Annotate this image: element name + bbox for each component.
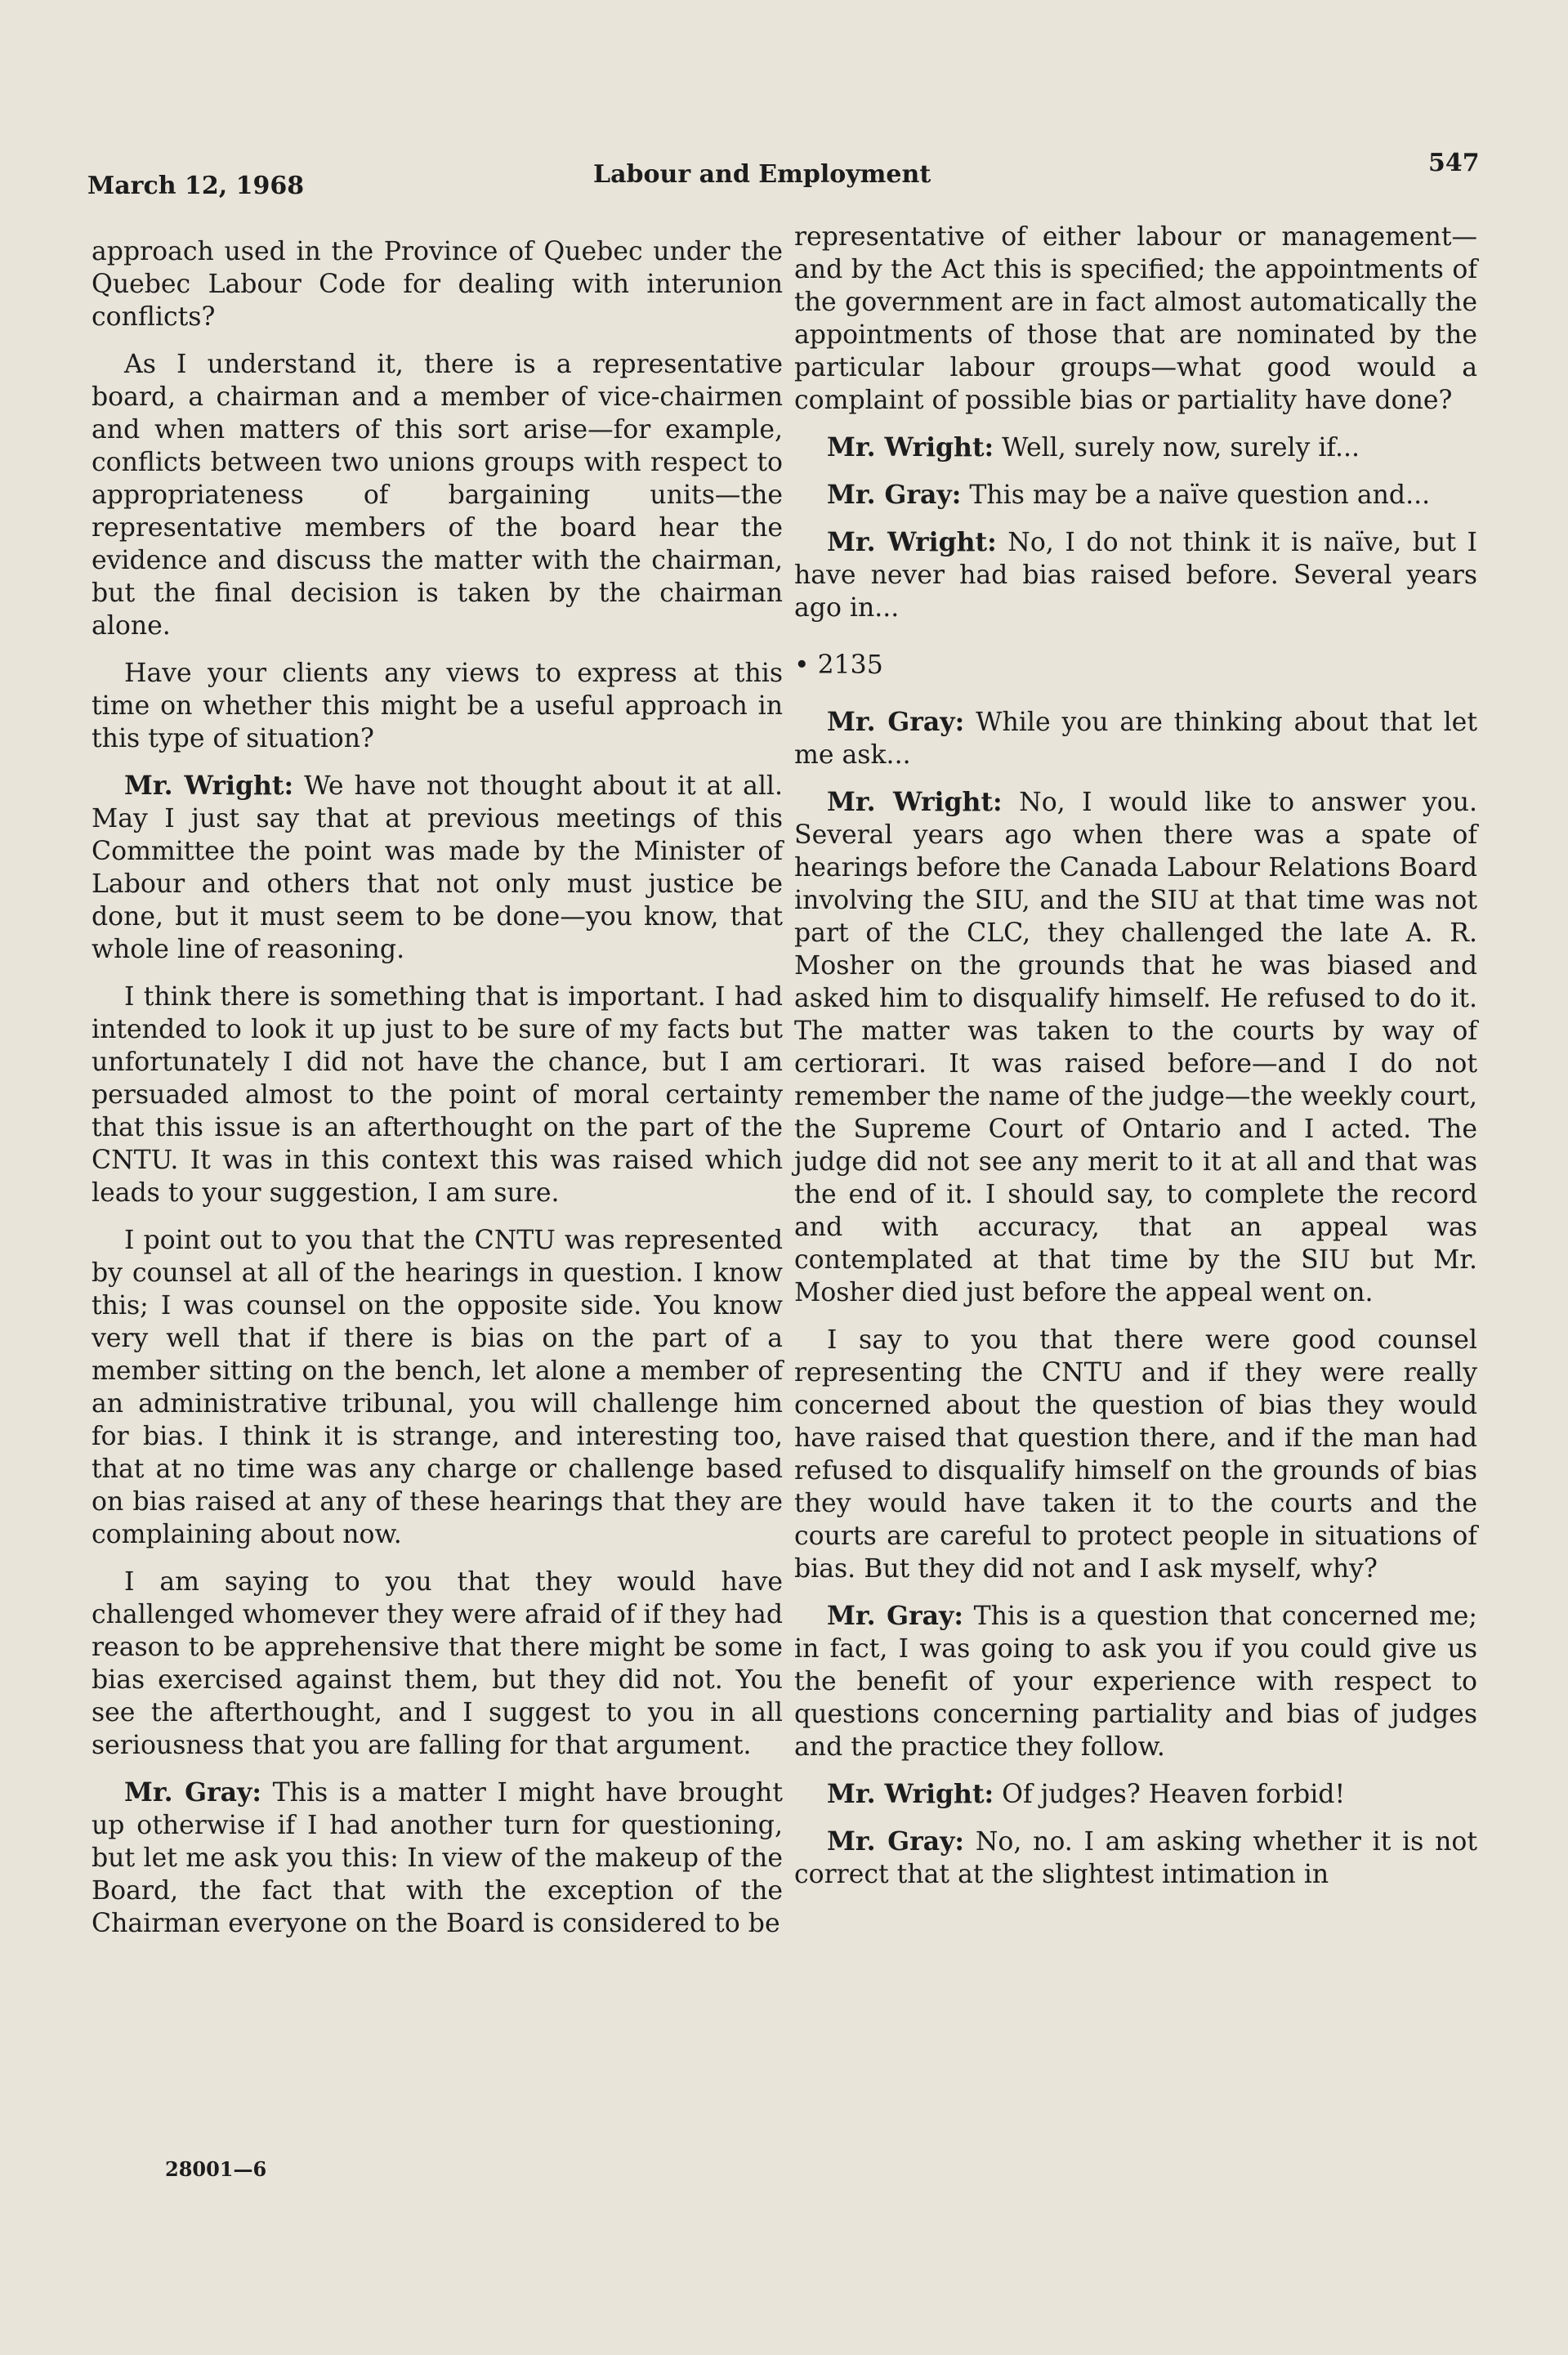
left-column: [92, 235, 783, 1955]
speaker-name: Mr. Gray:: [124, 1777, 261, 1808]
paragraph-text: No, I do not think it is naïve, but I have never had bias raised before. Several years ago in...: [794, 528, 1477, 623]
paragraph: [794, 479, 1477, 512]
paragraph: [794, 706, 1477, 771]
paragraph-text: This may be a naïve question and...: [969, 480, 1431, 510]
paragraph: [92, 235, 783, 333]
paragraph-text: While you are thinking about that let me ask...: [794, 708, 1477, 770]
paragraph: [92, 1776, 783, 1940]
speaker-name: Mr. Wright:: [827, 1779, 994, 1809]
paragraph: [794, 1825, 1477, 1891]
paragraph-text: Of judges? Heaven forbid!: [1002, 1780, 1346, 1809]
speaker-name: Mr. Wright:: [827, 527, 997, 557]
header-date: March 12, 1968: [87, 172, 305, 200]
paragraph-text: No, no. I am asking whether it is not correct that at the slightest intimation in: [794, 1827, 1477, 1889]
right-column-bottom: [794, 706, 1477, 1891]
speaker-name: Mr. Wright:: [124, 771, 294, 801]
header-title: Labour and Employment: [593, 160, 931, 189]
time-marker: • 2135: [794, 650, 883, 680]
paragraph: [794, 1778, 1477, 1811]
paragraph: [92, 657, 783, 755]
paragraph-text: This is a question that concerned me; in fact, I was going to ask you if you could give us the benefit of your experience with respect to questions concerning partiality and bias of judges and the practice they follow.: [794, 1602, 1478, 1762]
paragraph: [794, 221, 1477, 417]
paragraph: [92, 1224, 783, 1551]
paragraph: [92, 1566, 783, 1762]
paragraph-text: I think there is something that is important. I had intended to look it up just to be sure of my facts but unfortunately I did not have the chance, but I am persuaded almost to the point of moral certainty that this issue is an afterthought on the part of the CNTU. It was in this context this was raised which leads to your suggestion, I am sure.: [92, 982, 783, 1208]
speaker-name: Mr. Wright:: [827, 432, 994, 463]
paragraph-text: representative of either labour or management—and by the Act this is specified; the appointments of the government are in fact almost automatically the appointments of those that are nominated by the particular labour groups—what good would a complaint of possible bias or partiality have done?: [794, 222, 1477, 415]
paragraph: [794, 526, 1477, 624]
paragraph-text: No, I would like to answer you. Several years ago when there was a spate of hearings before the Canada Labour Relations Board involving the SIU, and the SIU at that time was not part of the CLC, they challenged the late A. R. Mosher on the grounds that he was biased and asked him to disqualify himself. He refused to do it. The matter was taken to the courts by way of certiorari. It was raised before—and I do not remember the name of the judge—the weekly court, the Supreme Court of Ontario and I acted. The judge did not see any merit to it at all and that was the end of it. I should say, to complete the record and with accuracy, that an appeal was contemplated at that time by the SIU but Mr. Mosher died just before the appeal went on.: [794, 788, 1477, 1307]
paragraph-text: I am saying to you that they would have challenged whomever they were afraid of if they had reason to be apprehensive that there might be some bias exercised against them, but they did not. You see the afterthought, and I suggest to you in all seriousness that you are falling for that argument.: [92, 1567, 783, 1760]
paragraph-text: Well, surely now, surely if...: [1002, 433, 1360, 463]
paragraph: [92, 348, 783, 642]
speaker-name: Mr. Gray:: [827, 1601, 963, 1631]
paragraph-text: This is a matter I might have brought up otherwise if I had another turn for questioning, but let me ask you this: In view of the makeup of the Board, the fact that with the exception of the Chairman everyone on the Board is considered to be: [92, 1778, 783, 1938]
right-column-top: [794, 221, 1477, 624]
paragraph: [92, 981, 783, 1209]
paragraph: [92, 770, 783, 966]
page-number: 547: [1428, 149, 1480, 177]
speaker-name: Mr. Wright:: [827, 787, 1003, 817]
paragraph-text: I point out to you that the CNTU was represented by counsel at all of the hearings in question. I know this; I was counsel on the opposite side. You know very well that if there is bias on the part of a member sitting on the bench, let alone a member of an administrative tribunal, you will challenge him for bias. I think it is strange, and interesting too, that at no time was any charge or challenge based on bias raised at any of these hearings that they are complaining about now.: [92, 1226, 783, 1549]
paragraph-text: We have not thought about it at all. May I just say that at previous meetings of this Committee the point was made by the Minister of Labour and others that not only must justice be done, but it must seem to be done—you know, that whole line of reasoning.: [92, 771, 784, 964]
paragraph-text: I say to you that there were good counsel representing the CNTU and if they were really concerned about the question of bias they would have raised that question there, and if the man had refused to disqualify himself on the grounds of bias they would have taken it to the courts and the courts are careful to protect people in situations of bias. But they did not and I ask myself, why?: [794, 1325, 1477, 1584]
paragraph: [794, 786, 1477, 1309]
speaker-name: Mr. Gray:: [827, 707, 965, 737]
paragraph: [794, 431, 1477, 464]
paragraph-text: As I understand it, there is a representative board, a chairman and a member of vice-chairmen and when matters of this sort arise—for example, conflicts between two unions groups with respect to appropriateness of bargaining units—the representative members of the board hear the evidence and discuss the matter with the chairman, but the final decision is taken by the chairman alone.: [92, 350, 783, 641]
paragraph-text: Have your clients any views to express at this time on whether this might be a useful approach in this type of situation?: [92, 659, 783, 753]
footer-code: 28001—6: [165, 2157, 267, 2181]
paragraph: [794, 1600, 1477, 1763]
speaker-name: Mr. Gray:: [827, 480, 962, 510]
paragraph: [794, 1324, 1477, 1585]
paragraph-text: approach used in the Province of Quebec under the Quebec Labour Code for dealing with interunion conflicts?: [92, 237, 783, 332]
right-column: [794, 221, 1477, 1906]
speaker-name: Mr. Gray:: [827, 1826, 965, 1857]
